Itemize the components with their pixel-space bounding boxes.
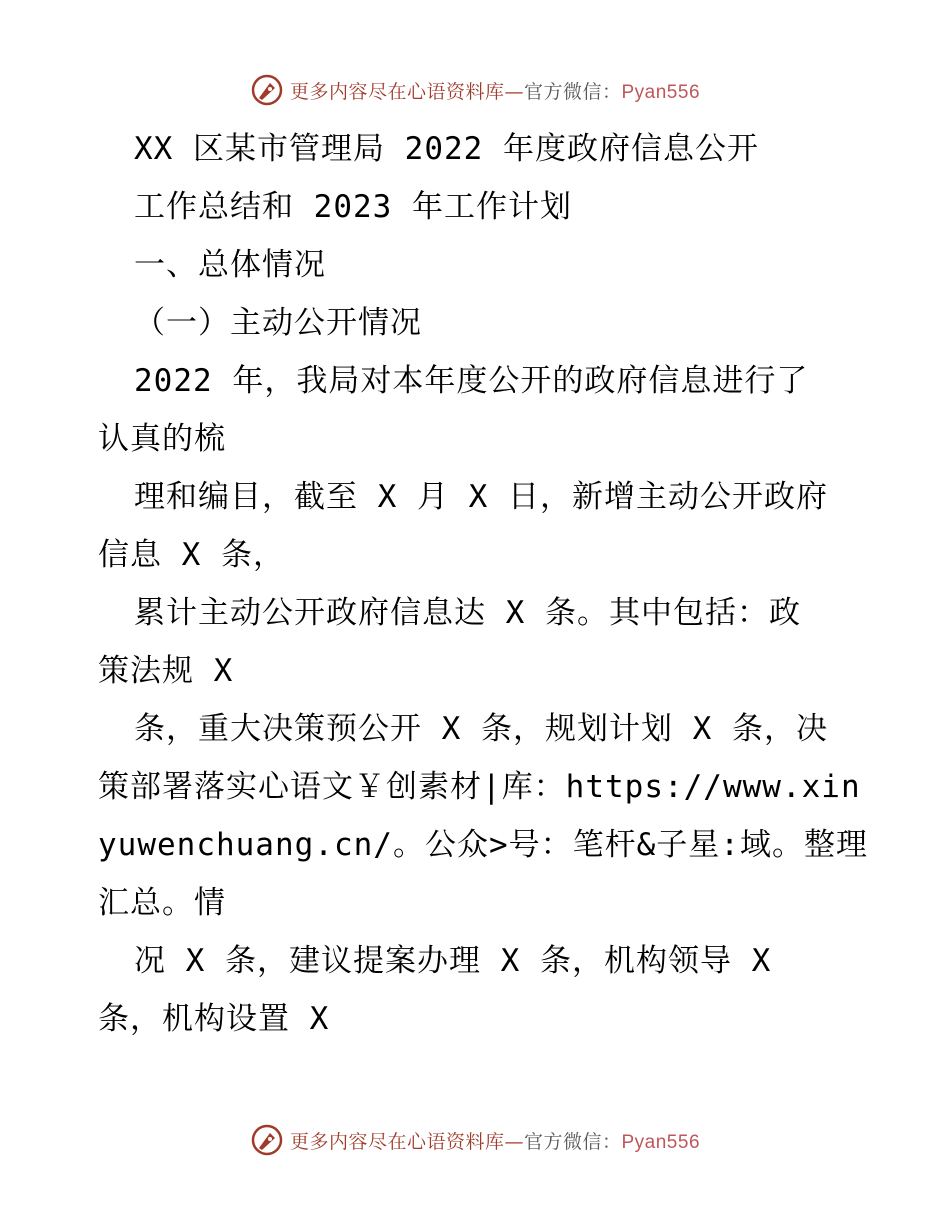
paragraph-line: 2022 年，我局对本年度公开的政府信息进行了 [134, 363, 809, 399]
pen-nib-logo-icon [250, 73, 284, 107]
watermark-wechat-handle: Pyan556 [621, 1131, 701, 1153]
paragraph-line: 条，机构设置 X [98, 1001, 330, 1037]
paragraph-line: 累计主动公开政府信息达 X 条。其中包括：政 [134, 595, 801, 631]
paragraph-line: 策部署落实心语文￥创素材|库：https://www.xin [98, 769, 861, 805]
subsection-heading: （一）主动公开情况 [134, 305, 422, 341]
watermark-site-text: 更多内容尽在心语资料库 [289, 80, 505, 103]
watermark-wechat-label: 官方微信： [523, 1130, 622, 1153]
paragraph-line: 信息 X 条， [98, 537, 285, 573]
paragraph-line: 认真的梳 [98, 421, 226, 457]
header-watermark [0, 70, 950, 110]
document-body [98, 120, 868, 1048]
doc-title-line-2: 工作总结和 2023 年工作计划 [134, 189, 572, 225]
section-heading: 一、总体情况 [134, 247, 326, 283]
watermark-separator: — [504, 80, 524, 103]
watermark-wechat-handle: Pyan556 [621, 81, 701, 103]
paragraph-line: 汇总。情 [98, 885, 226, 921]
watermark-text [290, 77, 700, 104]
watermark-text [290, 1127, 700, 1154]
watermark-separator: — [504, 1130, 524, 1153]
paragraph-line: 况 X 条，建议提案办理 X 条，机构领导 X [134, 943, 772, 979]
paragraph-line: 理和编目，截至 X 月 X 日，新增主动公开政府 [134, 479, 828, 515]
paragraph-line: 策法规 X [98, 653, 234, 689]
doc-title-line-1: XX 区某市管理局 2022 年度政府信息公开 [134, 131, 759, 167]
paragraph-line: 条，重大决策预公开 X 条，规划计划 X 条，决 [134, 711, 828, 747]
footer-watermark [0, 1120, 950, 1160]
watermark-wechat-label: 官方微信： [523, 80, 622, 103]
paragraph-line: yuwenchuang.cn/。公众>号：笔杆&子星:域。整理 [98, 827, 868, 863]
pen-nib-logo-icon [250, 1123, 284, 1157]
watermark-site-text: 更多内容尽在心语资料库 [289, 1130, 505, 1153]
